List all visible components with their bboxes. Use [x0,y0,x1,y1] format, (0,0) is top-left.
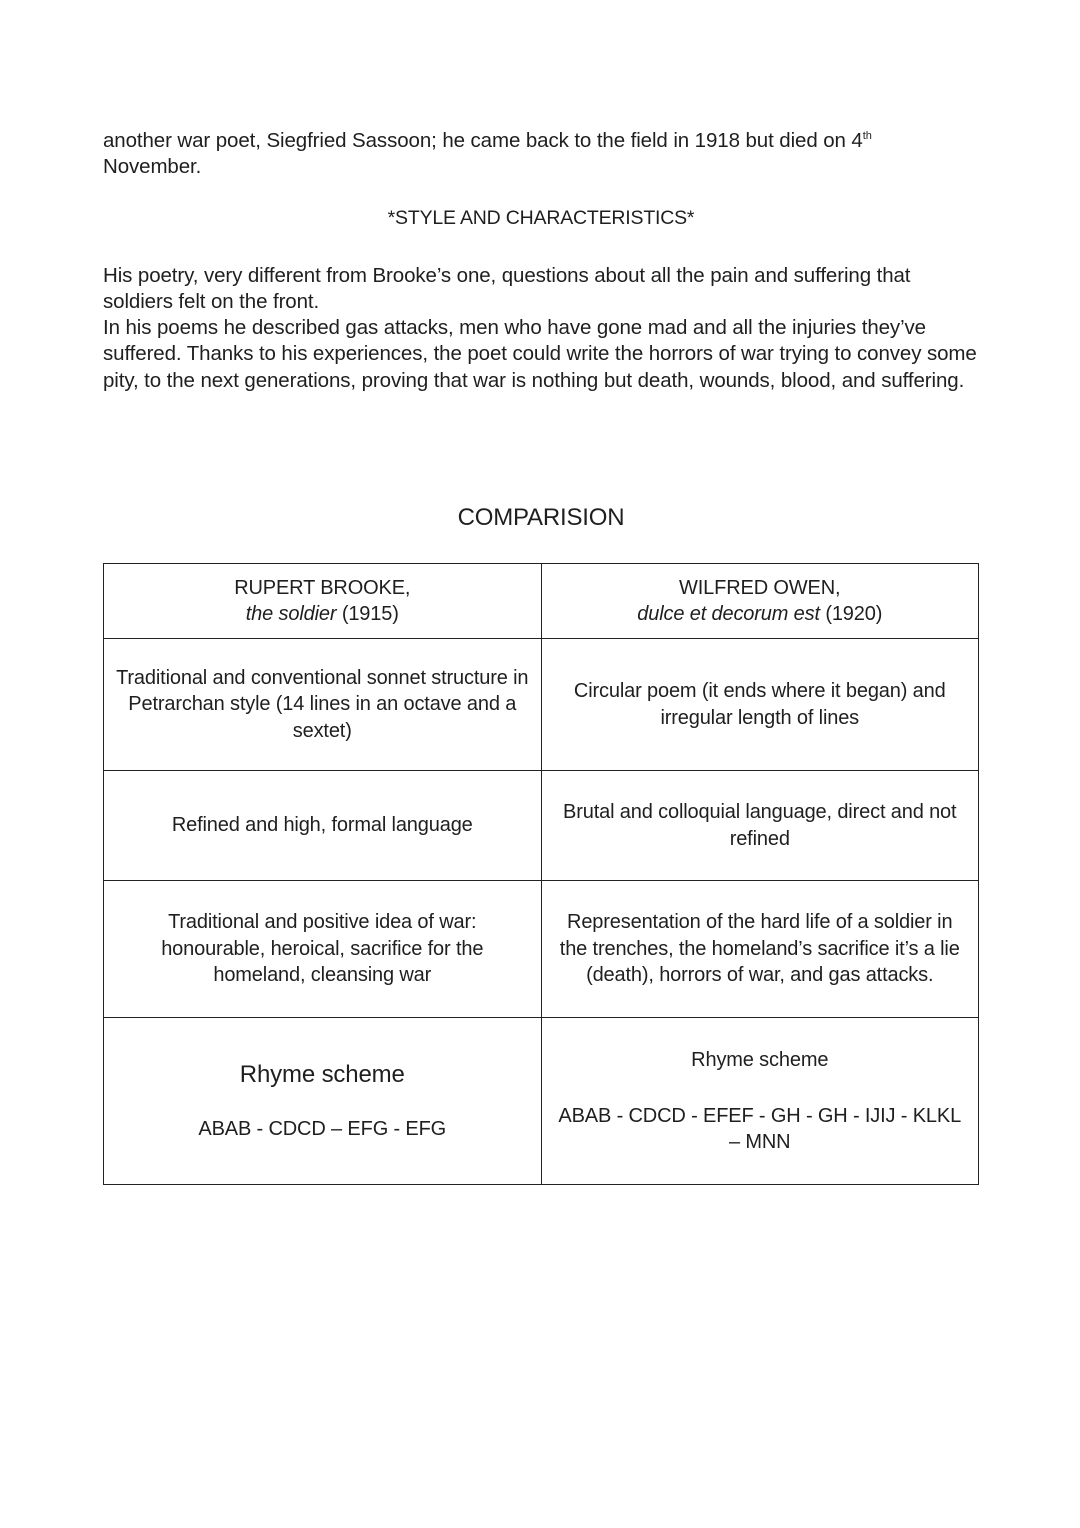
style-section [103,263,979,394]
intro-line-2: November. [103,155,202,179]
table-row [104,639,979,771]
header-cell-owen [541,564,979,639]
rhyme-title-owen: Rhyme scheme [691,1048,829,1071]
comparison-table [103,563,979,1185]
rhyme-cell-brooke [104,1018,542,1185]
document-page [103,128,979,1153]
rhyme-scheme-owen: ABAB - CDCD - EFEF - GH - GH - IJIJ - KLKL – MNN [558,1104,962,1153]
table-row-rhyme [104,1018,979,1185]
table-cell-owen: Circular poem (it ends where it began) and irregular length of lines [541,639,979,771]
rhyme-scheme-brooke: ABAB - CDCD – EFG - EFG [198,1117,447,1140]
table-row [104,771,979,881]
table-cell-owen: Brutal and colloquial language, direct and not refined [541,771,979,881]
header-brooke-year: (1915) [341,603,399,625]
comparison-title: COMPARISION [457,504,625,531]
rhyme-cell-owen [541,1018,979,1185]
header-brooke-work: the soldier [245,603,337,625]
intro-superscript: th [862,130,872,142]
table-header-row [104,564,979,639]
table-cell-brooke: Traditional and positive idea of war: honourable, heroical, sacrifice for the homeland, cleansing war [104,881,542,1018]
header-brooke-name: RUPERT BROOKE, [234,576,411,599]
table-cell-brooke: Refined and high, formal language [104,771,542,881]
style-heading: *STYLE AND CHARACTERISTICS* [387,206,695,229]
table-row [104,881,979,1018]
intro-line-1: another war poet, Siegfried Sassoon; he came back to the field in 1918 but died on 4 [103,129,863,152]
header-owen-name: WILFRED OWEN, [679,576,841,599]
header-cell-brooke [104,564,542,639]
header-owen-work: dulce et decorum est [637,603,820,625]
intro-paragraph [103,128,979,181]
header-owen-year: (1920) [825,603,883,625]
style-paragraph-1: His poetry, very different from Brooke’s one, questions about all the pain and suffering that soldiers felt on the front. [103,263,911,313]
table-cell-owen: Representation of the hard life of a soldier in the trenches, the homeland’s sacrifice it’s a lie (death), horrors of war, and gas attacks. [541,881,979,1018]
style-paragraph-2: In his poems he described gas attacks, men who have gone mad and all the injuries they’ve suffered. Thanks to his experiences, the poet could write the horrors of war trying to convey some pity, to the next generations, proving that war is nothing but death, wounds, blood, and suffering. [103,316,977,392]
rhyme-title-brooke: Rhyme scheme [239,1060,405,1088]
table-cell-brooke: Traditional and conventional sonnet structure in Petrarchan style (14 lines in an octave and a sextet) [104,639,542,771]
